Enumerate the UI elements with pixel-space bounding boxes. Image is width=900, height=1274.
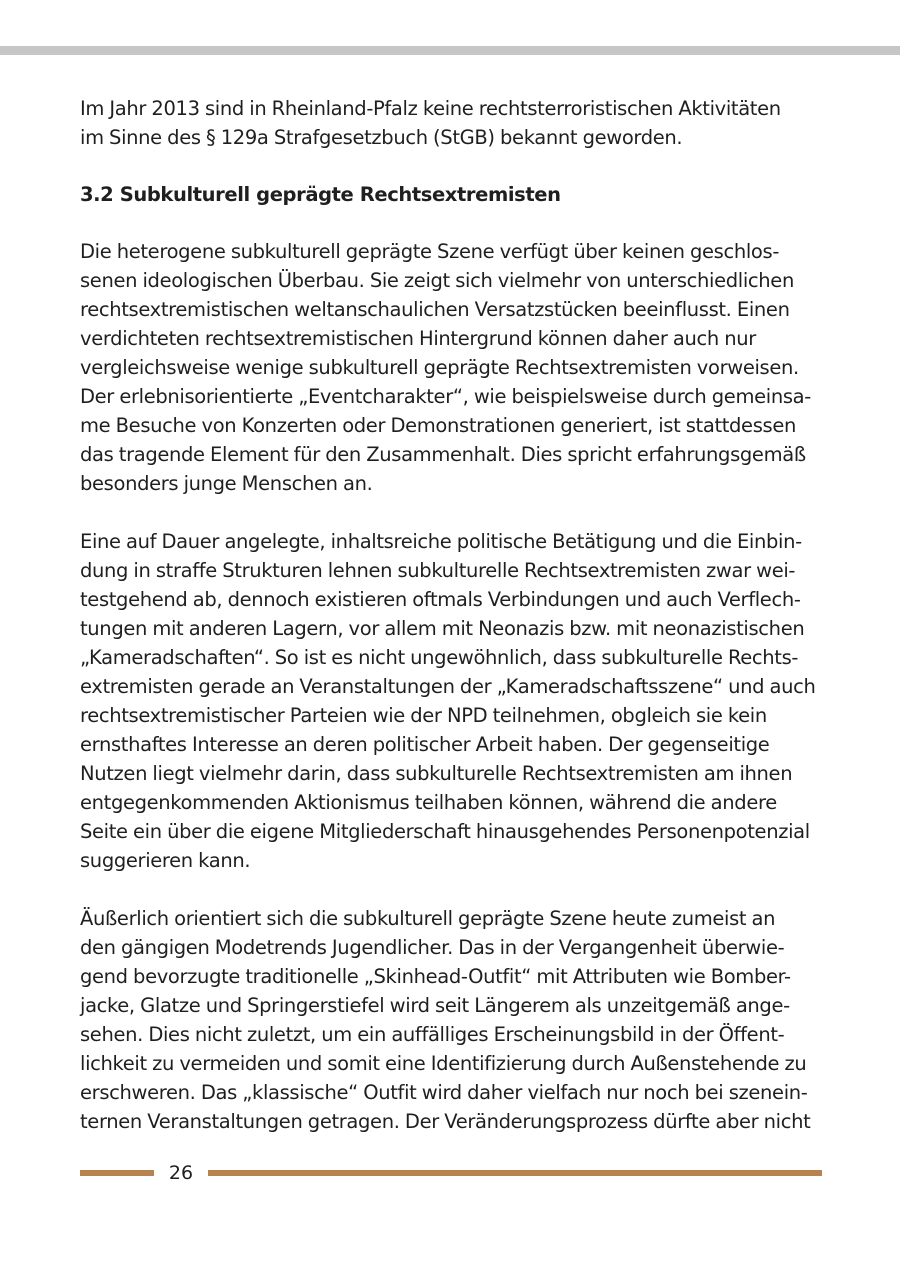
text-line: rechtsextremistischer Parteien wie der NPD teilnehmen, obgleich sie kein: [80, 704, 767, 727]
text-line: entgegenkommenden Aktionismus teilhaben können, während die andere: [80, 791, 777, 814]
text-line: vergleichsweise wenige subkulturell geprägte Rechtsextremisten vorweisen.: [80, 356, 799, 379]
text-line: Eine auf Dauer angelegte, inhaltsreiche politische Betätigung und die Einbin-: [80, 530, 802, 553]
intro-paragraph: [80, 94, 822, 152]
text-line: gend bevorzugte traditionelle „Skinhead-Outfit“ mit Attributen wie Bomber-: [80, 965, 791, 988]
text-line: den gängigen Modetrends Jugendlicher. Das in der Vergangenheit überwie-: [80, 936, 785, 959]
text-line: besonders junge Menschen an.: [80, 472, 373, 495]
text-line: erschweren. Das „klassische“ Outfit wird daher vielfach nur noch bei szenein-: [80, 1081, 808, 1104]
footer-accent-bar-left: [80, 1170, 154, 1176]
spacer: [80, 152, 822, 180]
spacer: [80, 875, 822, 904]
paragraph-connections: [80, 527, 822, 875]
text-line: dung in straffe Strukturen lehnen subkulturelle Rechtsextremisten zwar wei-: [80, 559, 796, 582]
page-content: [80, 94, 822, 1136]
text-line: rechtsextremistischen weltanschaulichen Versatzstücken beeinflusst. Einen: [80, 298, 790, 321]
text-line: ternen Veranstaltungen getragen. Der Veränderungsprozess dürfte aber nicht: [80, 1110, 811, 1133]
text-line: testgehend ab, dennoch existieren oftmals Verbindungen und auch Verflech-: [80, 588, 801, 611]
text-line: suggerieren kann.: [80, 849, 251, 872]
text-line: das tragende Element für den Zusammenhalt. Dies spricht erfahrungsgemäß: [80, 443, 806, 466]
text-line: extremisten gerade an Veranstaltungen der „Kameradschaftsszene“ und auch: [80, 675, 816, 698]
text-line: Nutzen liegt vielmehr darin, dass subkulturelle Rechtsextremisten am ihnen: [80, 762, 793, 785]
page-number: 26: [168, 1162, 194, 1184]
text-line: Der erlebnisorientierte „Eventcharakter“, wie beispielsweise durch gemeinsa-: [80, 385, 811, 408]
paragraph-appearance: [80, 904, 822, 1136]
spacer: [80, 498, 822, 527]
text-line: Die heterogene subkulturell geprägte Szene verfügt über keinen geschlos-: [80, 240, 780, 263]
text-line: lichkeit zu vermeiden und somit eine Identifizierung durch Außenstehende zu: [80, 1052, 807, 1075]
paragraph-subculture-overview: [80, 237, 822, 498]
text-line: Seite ein über die eigene Mitgliederschaft hinausgehendes Personenpotenzial: [80, 820, 810, 843]
page-footer: [80, 1160, 822, 1188]
top-divider-rule: [0, 46, 900, 55]
text-line: me Besuche von Konzerten oder Demonstrationen generiert, ist stattdessen: [80, 414, 796, 437]
text-line: sehen. Dies nicht zuletzt, um ein auffälliges Erscheinungsbild in der Öffent-: [80, 1023, 785, 1046]
section-heading: 3.2 Subkulturell geprägte Rechtsextremisten: [80, 183, 561, 206]
text-line: „Kameradschaften“. So ist es nicht ungewöhnlich, dass subkulturelle Rechts-: [80, 646, 799, 669]
text-line: Im Jahr 2013 sind in Rheinland-Pfalz keine rechtsterroristischen Aktivitäten: [80, 97, 781, 120]
text-line: senen ideologischen Überbau. Sie zeigt sich vielmehr von unterschiedlichen: [80, 269, 794, 292]
text-line: im Sinne des § 129a Strafgesetzbuch (StGB) bekannt geworden.: [80, 126, 683, 149]
text-line: jacke, Glatze und Springerstiefel wird seit Längerem als unzeitgemäß ange-: [80, 994, 790, 1017]
text-line: ernsthaftes Interesse an deren politischer Arbeit haben. Der gegenseitige: [80, 733, 770, 756]
spacer: [80, 209, 822, 237]
text-line: verdichteten rechtsextremistischen Hintergrund können daher auch nur: [80, 327, 756, 350]
footer-accent-bar-right: [208, 1170, 822, 1176]
text-line: tungen mit anderen Lagern, vor allem mit Neonazis bzw. mit neonazistischen: [80, 617, 805, 640]
text-line: Äußerlich orientiert sich die subkulturell geprägte Szene heute zumeist an: [80, 907, 776, 930]
